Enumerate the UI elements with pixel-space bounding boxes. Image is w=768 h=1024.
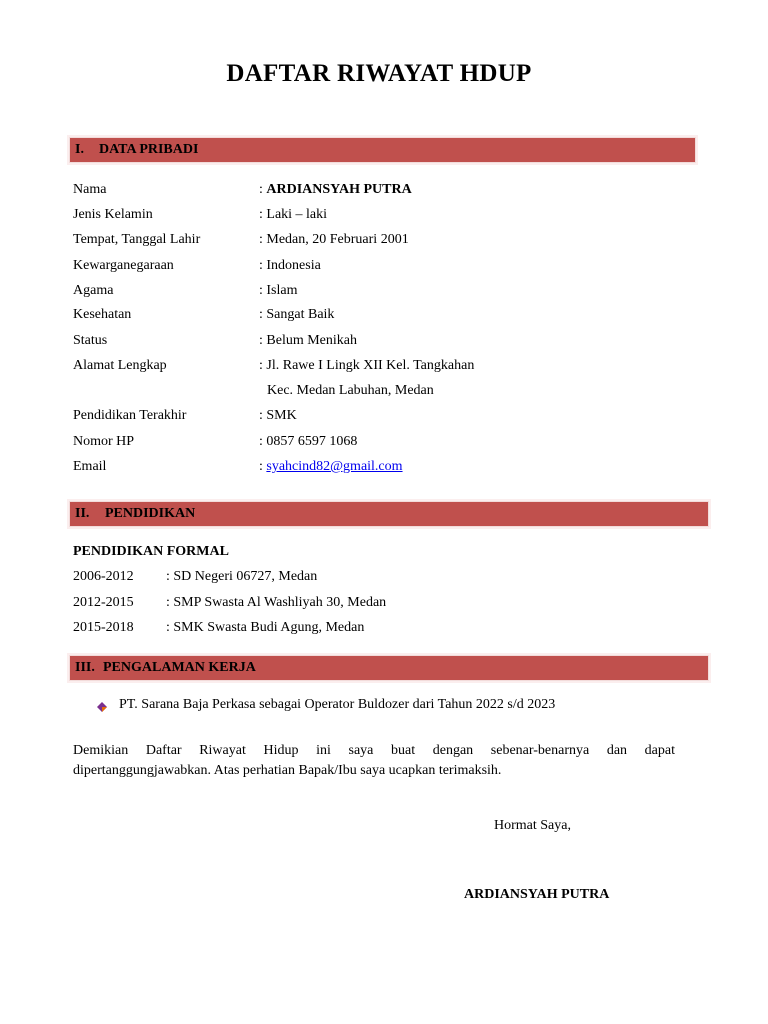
section-number: III. — [75, 660, 95, 675]
colon: : — [259, 434, 263, 449]
field-value: 0857 6597 1068 — [266, 434, 358, 449]
colon: : — [259, 333, 263, 348]
colon: : — [259, 232, 263, 247]
field-value: ARDIANSYAH PUTRA — [266, 182, 412, 197]
section-header-data-pribadi — [70, 138, 695, 162]
field-label: Alamat Lengkap — [73, 358, 167, 373]
field-label: Agama — [73, 283, 114, 298]
field-value: Sangat Baik — [266, 307, 335, 322]
diamond-bullet-icon — [97, 702, 107, 712]
field-value: Islam — [266, 283, 298, 298]
colon: : — [259, 459, 263, 474]
section-number: II. — [75, 506, 90, 521]
colon: : — [259, 307, 263, 322]
field-value: SMK — [266, 408, 297, 423]
field-label: Kesehatan — [73, 307, 132, 322]
colon: : — [259, 283, 263, 298]
field-label: Nama — [73, 182, 107, 197]
field-value: Indonesia — [266, 258, 321, 273]
education-years: 2012-2015 — [73, 595, 134, 610]
field-label: Status — [73, 333, 108, 348]
section-label: PENGALAMAN KERJA — [103, 660, 256, 675]
field-value: Jl. Rawe I Lingk XII Kel. Tangkahan — [266, 358, 475, 373]
colon: : — [259, 258, 263, 273]
closing-paragraph: Demikian Daftar Riwayat Hidup ini saya buat dengan sebenar-benarnya dan dapat dipertanggungjawabkan. Atas perhatian Bapak/Ibu saya ucapkan terimaksih. — [73, 743, 675, 778]
section-label: DATA PRIBADI — [99, 142, 199, 157]
field-value: Medan, 20 Februari 2001 — [266, 232, 409, 247]
field-label: Pendidikan Terakhir — [73, 408, 187, 423]
section-header-pendidikan — [70, 502, 708, 526]
field-value: Laki – laki — [266, 207, 328, 222]
signoff-text: Hormat Saya, — [494, 818, 571, 833]
education-school: : SMP Swasta Al Washliyah 30, Medan — [166, 595, 387, 610]
experience-item: PT. Sarana Baja Perkasa sebagai Operator Buldozer dari Tahun 2022 s/d 2023 — [119, 697, 556, 712]
education-years: 2006-2012 — [73, 569, 134, 584]
email-link[interactable]: syahcind82@gmail.com — [266, 459, 403, 474]
colon: : — [259, 408, 263, 423]
colon: : — [259, 182, 263, 197]
colon: : — [259, 207, 263, 222]
section-header-pengalaman-kerja — [70, 656, 708, 680]
education-heading: PENDIDIKAN FORMAL — [73, 544, 229, 559]
document-title: DAFTAR RIWAYAT HDUP — [226, 60, 532, 87]
field-label: Nomor HP — [73, 434, 135, 449]
field-label: Email — [73, 459, 107, 474]
field-label: Kewarganegaraan — [73, 258, 174, 273]
colon: : — [259, 358, 263, 373]
section-number: I. — [75, 142, 84, 157]
field-label: Jenis Kelamin — [73, 207, 153, 222]
field-value: Kec. Medan Labuhan, Medan — [267, 383, 434, 398]
field-label: Tempat, Tanggal Lahir — [73, 232, 201, 247]
signature-name: ARDIANSYAH PUTRA — [464, 887, 610, 902]
education-school: : SD Negeri 06727, Medan — [166, 569, 318, 584]
education-years: 2015-2018 — [73, 620, 134, 635]
education-school: : SMK Swasta Budi Agung, Medan — [166, 620, 365, 635]
section-label: PENDIDIKAN — [105, 506, 196, 521]
field-value: Belum Menikah — [266, 333, 357, 348]
